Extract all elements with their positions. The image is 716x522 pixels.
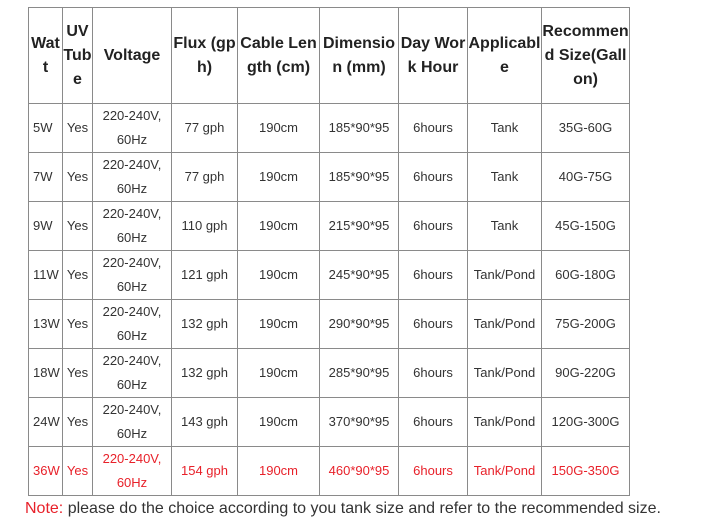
cell-voltage: 220-240V, 60Hz — [93, 202, 172, 251]
cell-uv-tube: Yes — [63, 300, 93, 349]
cell-day-work-hour: 6hours — [399, 104, 468, 153]
cell-watt: 36W — [29, 447, 63, 496]
cell-uv-tube: Yes — [63, 398, 93, 447]
header-cable-length: Cable Length (cm) — [238, 8, 320, 104]
cell-voltage: 220-240V, 60Hz — [93, 300, 172, 349]
cell-flux: 77 gph — [172, 104, 238, 153]
cell-applicable: Tank/Pond — [468, 349, 542, 398]
cell-applicable: Tank/Pond — [468, 300, 542, 349]
cell-flux: 77 gph — [172, 153, 238, 202]
cell-watt: 7W — [29, 153, 63, 202]
cell-recommend-size: 90G-220G — [542, 349, 630, 398]
cell-flux: 154 gph — [172, 447, 238, 496]
cell-day-work-hour: 6hours — [399, 202, 468, 251]
cell-applicable: Tank/Pond — [468, 398, 542, 447]
cell-uv-tube: Yes — [63, 153, 93, 202]
cell-day-work-hour: 6hours — [399, 300, 468, 349]
cell-recommend-size: 40G-75G — [542, 153, 630, 202]
cell-applicable: Tank/Pond — [468, 447, 542, 496]
table-row — [29, 349, 630, 398]
cell-day-work-hour: 6hours — [399, 251, 468, 300]
table-row — [29, 251, 630, 300]
cell-watt: 11W — [29, 251, 63, 300]
table-row — [29, 202, 630, 251]
cell-watt: 24W — [29, 398, 63, 447]
cell-watt: 5W — [29, 104, 63, 153]
cell-flux: 121 gph — [172, 251, 238, 300]
table-row — [29, 300, 630, 349]
cell-day-work-hour: 6hours — [399, 447, 468, 496]
cell-watt: 18W — [29, 349, 63, 398]
table-row — [29, 104, 630, 153]
cell-dimension: 370*90*95 — [320, 398, 399, 447]
table-row — [29, 447, 630, 496]
cell-cable-length: 190cm — [238, 251, 320, 300]
cell-cable-length: 190cm — [238, 153, 320, 202]
cell-dimension: 215*90*95 — [320, 202, 399, 251]
note-label: Note: — [25, 500, 64, 517]
cell-uv-tube: Yes — [63, 251, 93, 300]
cell-recommend-size: 35G-60G — [542, 104, 630, 153]
cell-dimension: 185*90*95 — [320, 104, 399, 153]
cell-recommend-size: 120G-300G — [542, 398, 630, 447]
cell-voltage: 220-240V, 60Hz — [93, 349, 172, 398]
cell-recommend-size: 75G-200G — [542, 300, 630, 349]
cell-cable-length: 190cm — [238, 202, 320, 251]
header-row — [29, 8, 630, 104]
table-body — [29, 104, 630, 496]
footnote — [25, 500, 661, 518]
header-applicable: Applicable — [468, 8, 542, 104]
cell-cable-length: 190cm — [238, 104, 320, 153]
cell-voltage: 220-240V, 60Hz — [93, 104, 172, 153]
cell-recommend-size: 60G-180G — [542, 251, 630, 300]
table-row — [29, 153, 630, 202]
cell-voltage: 220-240V, 60Hz — [93, 153, 172, 202]
header-watt: Watt — [29, 8, 63, 104]
cell-dimension: 185*90*95 — [320, 153, 399, 202]
cell-voltage: 220-240V, 60Hz — [93, 447, 172, 496]
cell-flux: 110 gph — [172, 202, 238, 251]
header-voltage: Voltage — [93, 8, 172, 104]
cell-recommend-size: 45G-150G — [542, 202, 630, 251]
note-text: please do the choice according to you tank size and refer to the recommended size. — [63, 500, 661, 517]
header-day-work-hour: Day Work Hour — [399, 8, 468, 104]
cell-cable-length: 190cm — [238, 349, 320, 398]
header-flux: Flux (gph) — [172, 8, 238, 104]
header-dimension: Dimension (mm) — [320, 8, 399, 104]
cell-cable-length: 190cm — [238, 398, 320, 447]
cell-voltage: 220-240V, 60Hz — [93, 398, 172, 447]
header-recommend-size: Recommend Size(Gallon) — [542, 8, 630, 104]
cell-recommend-size: 150G-350G — [542, 447, 630, 496]
cell-uv-tube: Yes — [63, 349, 93, 398]
cell-flux: 132 gph — [172, 300, 238, 349]
cell-watt: 9W — [29, 202, 63, 251]
cell-dimension: 460*90*95 — [320, 447, 399, 496]
cell-day-work-hour: 6hours — [399, 153, 468, 202]
cell-uv-tube: Yes — [63, 447, 93, 496]
cell-dimension: 285*90*95 — [320, 349, 399, 398]
cell-dimension: 290*90*95 — [320, 300, 399, 349]
cell-applicable: Tank — [468, 202, 542, 251]
cell-day-work-hour: 6hours — [399, 398, 468, 447]
cell-voltage: 220-240V, 60Hz — [93, 251, 172, 300]
cell-cable-length: 190cm — [238, 300, 320, 349]
cell-uv-tube: Yes — [63, 104, 93, 153]
cell-flux: 143 gph — [172, 398, 238, 447]
cell-applicable: Tank — [468, 104, 542, 153]
cell-cable-length: 190cm — [238, 447, 320, 496]
cell-flux: 132 gph — [172, 349, 238, 398]
cell-uv-tube: Yes — [63, 202, 93, 251]
cell-day-work-hour: 6hours — [399, 349, 468, 398]
cell-watt: 13W — [29, 300, 63, 349]
header-uv-tube: UV Tube — [63, 8, 93, 104]
cell-dimension: 245*90*95 — [320, 251, 399, 300]
cell-applicable: Tank/Pond — [468, 251, 542, 300]
table-row — [29, 398, 630, 447]
cell-applicable: Tank — [468, 153, 542, 202]
spec-table — [28, 7, 630, 496]
